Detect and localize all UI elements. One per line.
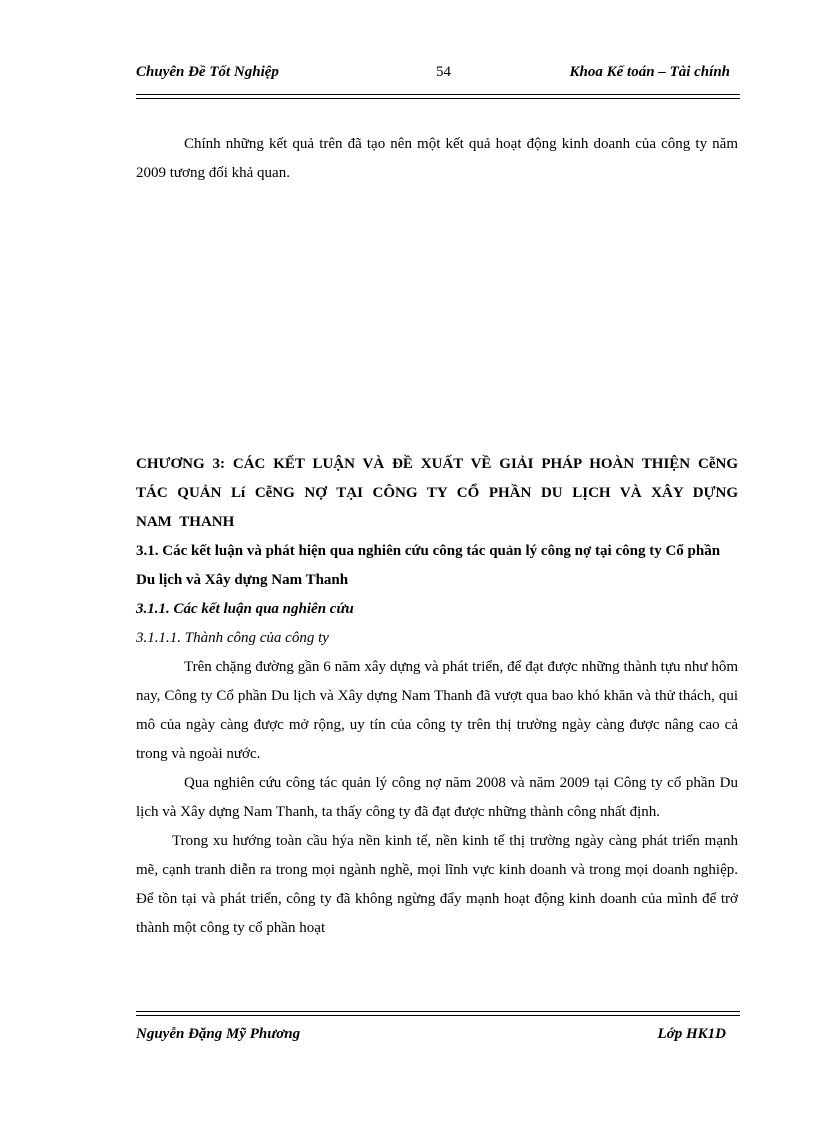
footer-author: Nguyễn Đặng Mỹ Phương [136,1026,301,1042]
body-paragraph: Trên chặng đường gần 6 năm xây dựng và phát triển, để đạt được những thành tựu như hôm nay, Công ty Cổ phần Du lịch và Xây dựng Nam Thanh đã vượt qua bao khó khăn và thử thách, qui mô của ngày càng được mở rộng, uy tín của công ty trên thị trường ngày càng được nâng cao cả trong và ngoài nước. [136,659,738,762]
section-title: 3.1. Các kết luận và phát hiện qua nghiên cứu công tác quản lý công nợ tại công ty Cổ phần Du lịch và Xây dựng Nam Thanh [136,543,721,588]
intro-paragraph: Chính những kết quả trên đã tạo nên một kết quả hoạt động kinh doanh của công ty năm 2009 tương đối khả quan. [136,136,738,181]
footer-class: Lớp HK1D [657,1026,726,1042]
header-document-title: Chuyên Đề Tốt Nghiệp [136,64,279,80]
chapter-title: CHƯƠNG 3: CÁC KẾT LUẬN VÀ ĐỀ XUẤT VỀ GIẢI PHÁP HOÀN THIỆN CễNG TÁC QUẢN Lí CễNG NỢ TẠI CÔNG TY CỔ PHẦN DU LỊCH VÀ XÂY DỰNG NAM THANH [136,456,738,530]
subsubsection-title: 3.1.1.1. Thành công của công ty [136,630,329,646]
footer-divider [136,1011,740,1016]
header-faculty: Khoa Kế toán – Tài chính [569,64,730,80]
page-header [136,64,740,86]
header-divider [136,94,740,99]
chapter-section [136,450,738,943]
page-footer [136,1026,740,1048]
page-number: 54 [436,64,451,80]
body-paragraph: Qua nghiên cứu công tác quản lý công nợ năm 2008 và năm 2009 tại Công ty cổ phần Du lịch và Xây dựng Nam Thanh, ta thấy công ty đã đạt được những thành công nhất định. [136,775,738,820]
intro-section [136,130,738,188]
body-paragraph: Trong xu hướng toàn cầu hýa nền kinh tế, nền kinh tế thị trường ngày càng phát triển mạnh mẽ, cạnh tranh diễn ra trong mọi ngành nghề, mọi lĩnh vực kinh doanh và trong mọi doanh nghiệp. Để tồn tại và phát triển, công ty đã không ngừng đẩy mạnh hoạt động kinh doanh của mình để trở thành một công ty cổ phần hoạt [136,833,738,936]
subsection-title: 3.1.1. Các kết luận qua nghiên cứu [136,601,354,617]
